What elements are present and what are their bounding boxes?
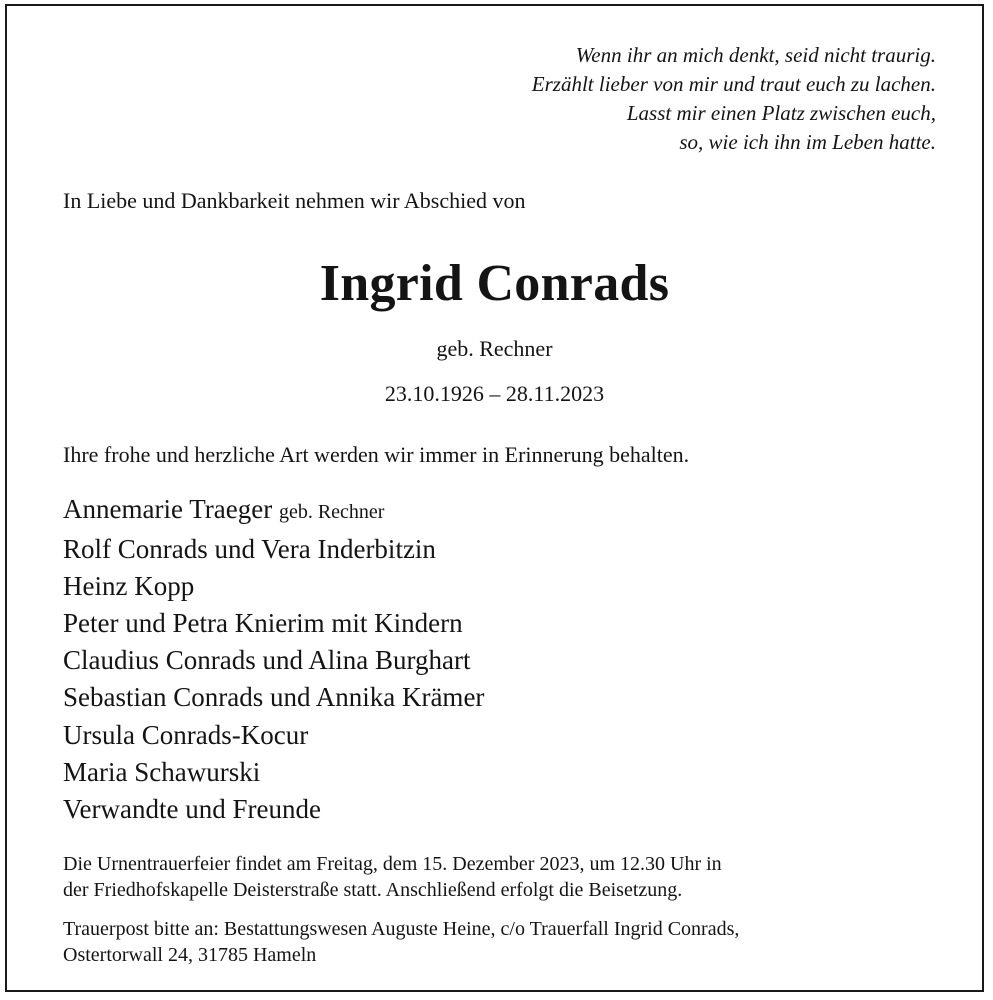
mail-line: Trauerpost bitte an: Bestattungswesen Auguste Heine, c/o Trauerfall Ingrid Conrads,: [63, 918, 740, 940]
mourner-item: [63, 605, 484, 642]
deceased-name: Ingrid Conrads: [319, 255, 670, 312]
mourner-name: Rolf Conrads und Vera Inderbitzin: [63, 534, 436, 565]
mourner-item: [63, 754, 484, 791]
birth-name: geb. Rechner: [436, 336, 553, 361]
mourner-name: Verwandte und Freunde: [63, 793, 321, 824]
poem-line: Wenn ihr an mich denkt, seid nicht traurig.: [575, 43, 936, 67]
life-dates: 23.10.1926 – 28.11.2023: [384, 381, 605, 406]
mourner-name: Ursula Conrads-Kocur: [63, 719, 309, 750]
mourner-item: [63, 717, 484, 754]
poem-line: Erzählt lieber von mir und traut euch zu lachen.: [531, 72, 936, 96]
ceremony-line: der Friedhofskapelle Deisterstraße statt. Anschließend erfolgt die Beisetzung.: [63, 879, 683, 901]
mourner-name: Annemarie Traeger: [63, 494, 273, 524]
obituary-notice: [5, 4, 984, 992]
remembrance-text: Ihre frohe und herzliche Art werden wir immer in Erinnerung behalten.: [63, 442, 690, 467]
mourner-item: [63, 679, 484, 716]
intro-text: In Liebe und Dankbarkeit nehmen wir Abschied von: [63, 188, 526, 213]
mourners-list: [63, 491, 484, 828]
ceremony-notice: [63, 851, 933, 903]
mourner-item: [63, 491, 484, 531]
poem-line: Lasst mir einen Platz zwischen euch,: [626, 101, 936, 125]
poem: [532, 41, 936, 157]
mourner-name: Peter und Petra Knierim mit Kindern: [63, 608, 463, 639]
mourner-name: Sebastian Conrads und Annika Krämer: [63, 682, 485, 713]
mourner-name: Claudius Conrads und Alina Burghart: [63, 645, 471, 676]
mourner-name: Maria Schawurski: [63, 756, 261, 787]
mourner-name: Heinz Kopp: [63, 571, 195, 602]
mail-address: [63, 916, 943, 968]
mourner-suffix: geb. Rechner: [278, 501, 385, 523]
mourner-item: [63, 531, 484, 568]
ceremony-line: Die Urnentrauerfeier findet am Freitag, dem 15. Dezember 2023, um 12.30 Uhr in: [63, 853, 722, 875]
mourner-item: [63, 642, 484, 679]
mail-line: Ostertorwall 24, 31785 Hameln: [63, 944, 317, 966]
poem-line: so, wie ich ihn im Leben hatte.: [679, 130, 936, 154]
mourner-item: [63, 791, 484, 828]
mourner-item: [63, 568, 484, 605]
